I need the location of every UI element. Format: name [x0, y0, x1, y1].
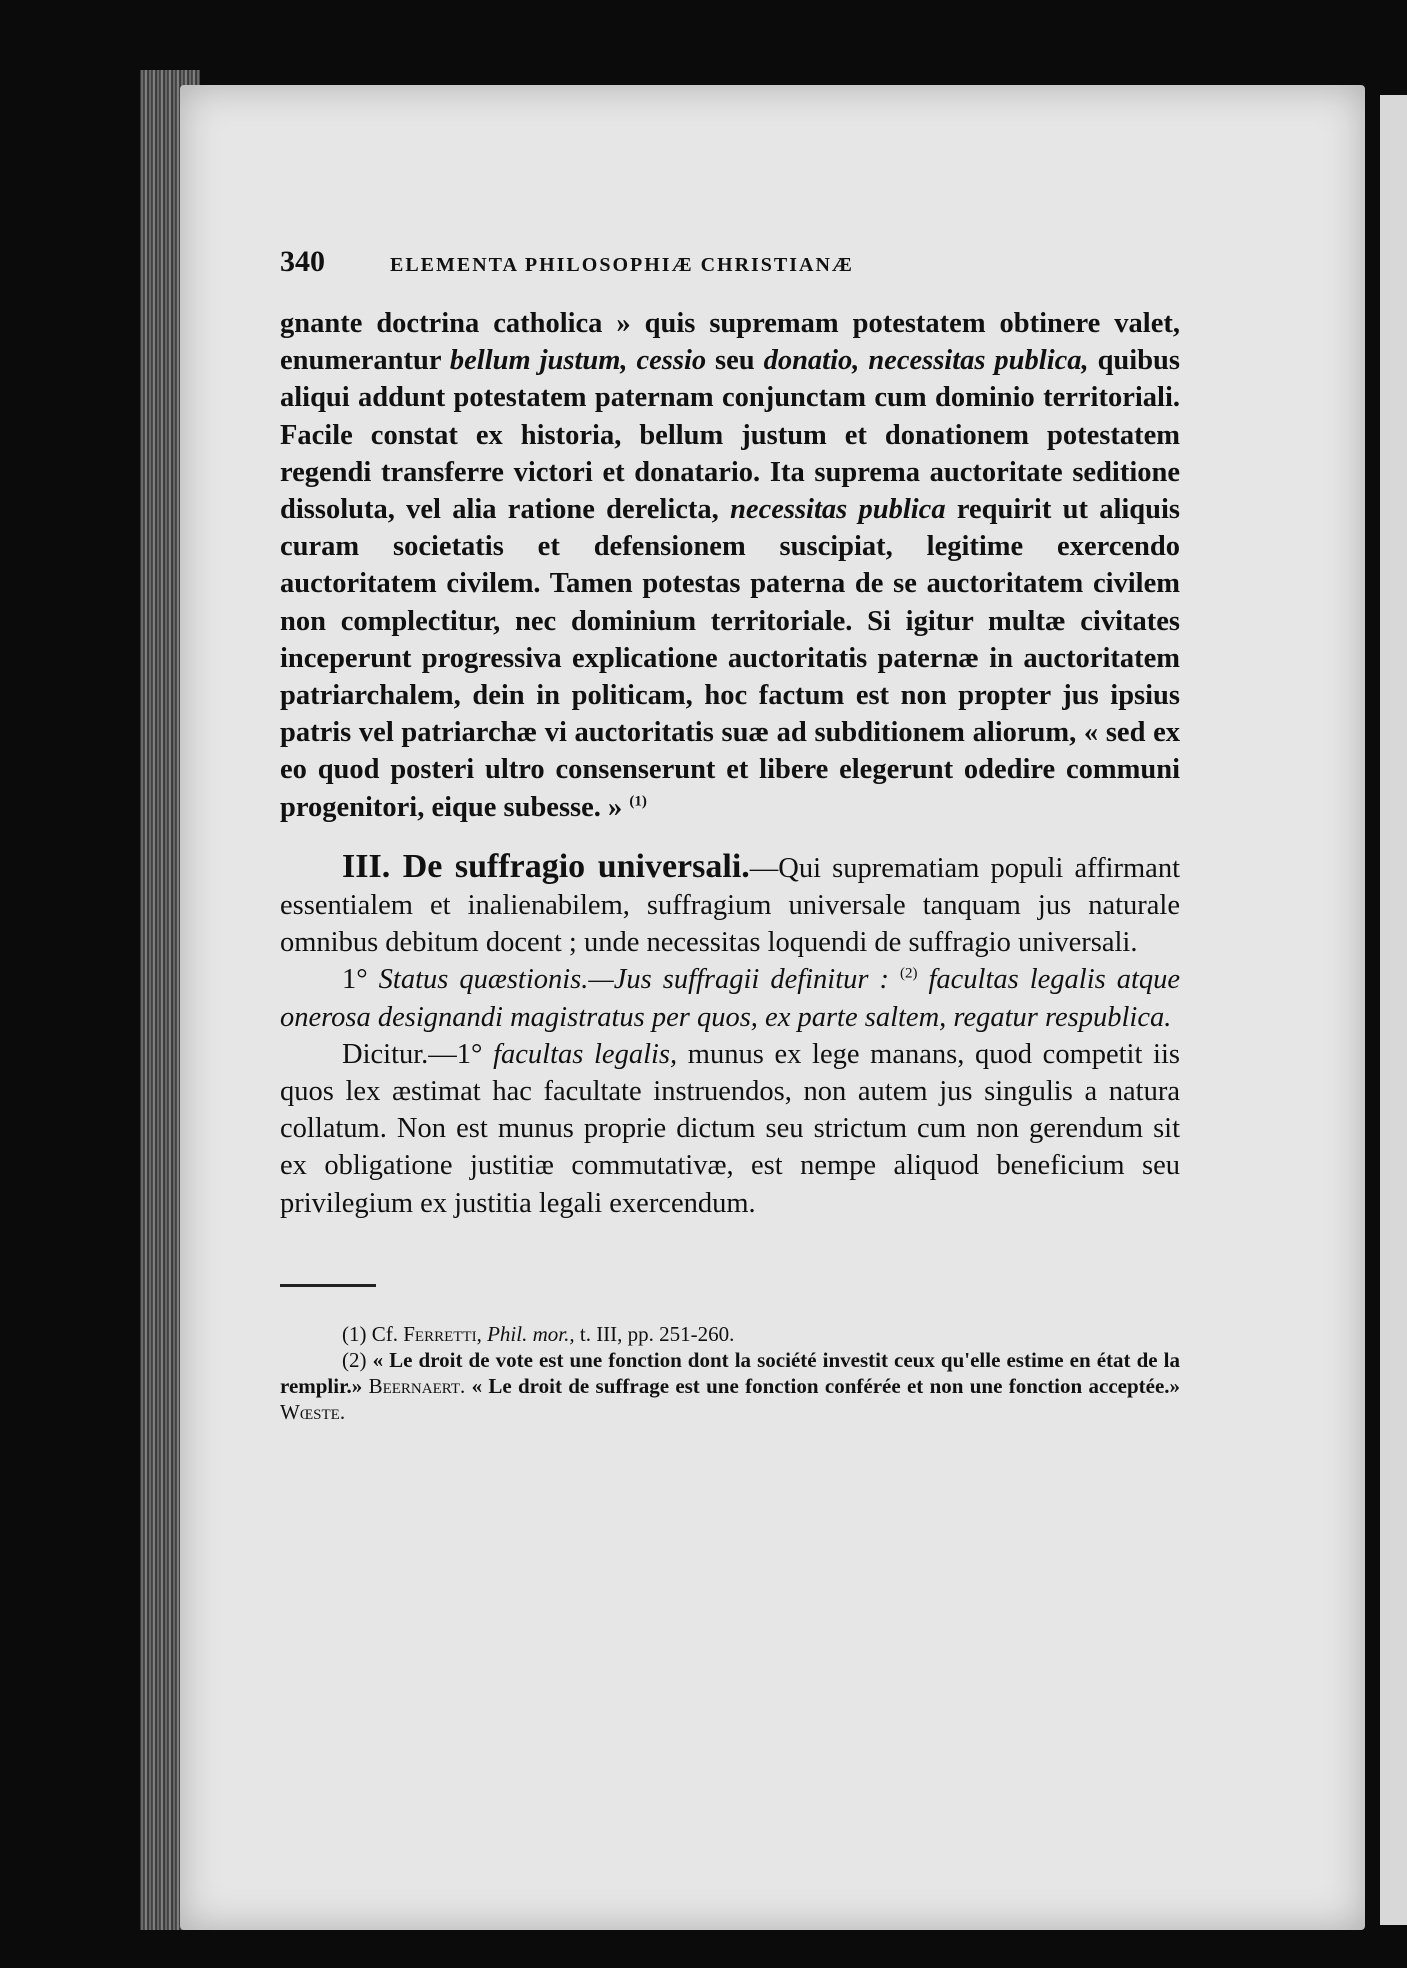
status-paragraph: [280, 961, 1180, 1035]
dicitur-paragraph: [280, 1036, 1180, 1222]
section-text: —Qui suprematiam populi affirmant essentialem et inalienabilem, suffragium universale tanquam jus naturale omnibus debitum docent ; unde necessitas loquendi de suffragio universali.: [280, 852, 1180, 959]
footnote-ref-1: (1): [629, 793, 647, 810]
italic-term: donatio, necessitas publica,: [763, 345, 1089, 377]
paragraph-sovereignty-titles: [280, 305, 1180, 826]
footnote-number: (1): [342, 1321, 367, 1346]
footnote-author: Ferretti,: [403, 1321, 482, 1346]
book-page: [180, 85, 1365, 1930]
text-run: munus ex lege manans, quod competit iis quos lex æstimat hac facultate instruendos, non autem jus singulis a natura collatum. Non est munus proprie dictum seu strictum cum non gerendum sit ex obligatione justitiæ commutativæ, est nempe aliquod beneficium seu privilegium ex justitia legali exercendum.: [280, 1038, 1180, 1219]
footnote-author: Beernaert.: [368, 1373, 466, 1398]
footnote-quote: « Le droit de vote est une fonction dont la société investit ceux qu'elle estime en état de la remplir.»: [280, 1347, 1180, 1398]
section-heading: III. De suffragio universali.: [342, 847, 750, 885]
running-head: [280, 245, 1180, 279]
text-run: requirit ut aliquis curam societatis et defensionem suscipiat, legitime exercendo auctoritatem civilem. Tamen potestas paterna de se auctoritatem civilem non complectitur, nec dominium territoriale. Si igitur multæ civitates inceperunt progressiva explicatione auctoritatis paternæ in auctoritatem patriarchalem, dein in politicam, hoc factum est non propter jus ipsius patris vel patriarchæ vi auctoritatis suæ ad subditionem aliorum, « sed ex eo quod posteri ultro consenserunt et libere elegerunt odedire communi progenitori, eique subesse. »: [280, 494, 1181, 823]
footnote-2: [280, 1347, 1180, 1425]
section-paragraph: [280, 848, 1180, 962]
footnote-ref-2: (2): [899, 965, 918, 982]
footnote-text: t. III, pp. 251-260.: [579, 1321, 735, 1346]
footnote-quote: « Le droit de suffrage est une fonction conférée et non une fonction acceptée.»: [471, 1373, 1181, 1398]
text-block: [280, 245, 1180, 1425]
italic-term: bellum justum, cessio: [449, 345, 707, 377]
facing-page-edge: [1380, 95, 1407, 1925]
footnote-number: (2): [342, 1347, 367, 1372]
footnote-divider: [280, 1284, 376, 1287]
footnote-author: Wœste.: [280, 1399, 346, 1424]
text-run: quibus aliqui addunt potestatem paternam conjunctam cum dominio territoriali. Facile constat ex historia, bellum justum et donationem potestatem regendi transferre victori et donatario. Ita suprema auctoritate seditione dissoluta, vel alia ratione derelicta,: [280, 345, 1180, 526]
text-run: gnante doctrina catholica » quis supremam potestatem obtinere valet, enumerantur: [280, 308, 1180, 377]
footnote-text: Cf.: [371, 1321, 398, 1346]
suffrage-definition: facultas legalis atque onerosa designandi magistratus per quos, ex parte saltem, regatur respublica.: [280, 964, 1181, 1033]
italic-term: facultas legalis,: [493, 1038, 678, 1070]
italic-term: necessitas publica: [730, 494, 946, 526]
text-run: Dicitur.—1°: [342, 1038, 494, 1070]
status-number: 1°: [342, 964, 368, 996]
status-label: Status quæstionis.—Jus suffragii definitur :: [378, 964, 889, 996]
page-number: 340: [280, 245, 325, 278]
running-title: ELEMENTA PHILOSOPHIÆ CHRISTIANÆ: [390, 254, 854, 276]
footnote-1: [280, 1321, 1180, 1347]
footnote-work: Phil. mor.,: [487, 1321, 575, 1346]
text-run: seu: [706, 345, 764, 377]
footnotes: [280, 1321, 1180, 1425]
